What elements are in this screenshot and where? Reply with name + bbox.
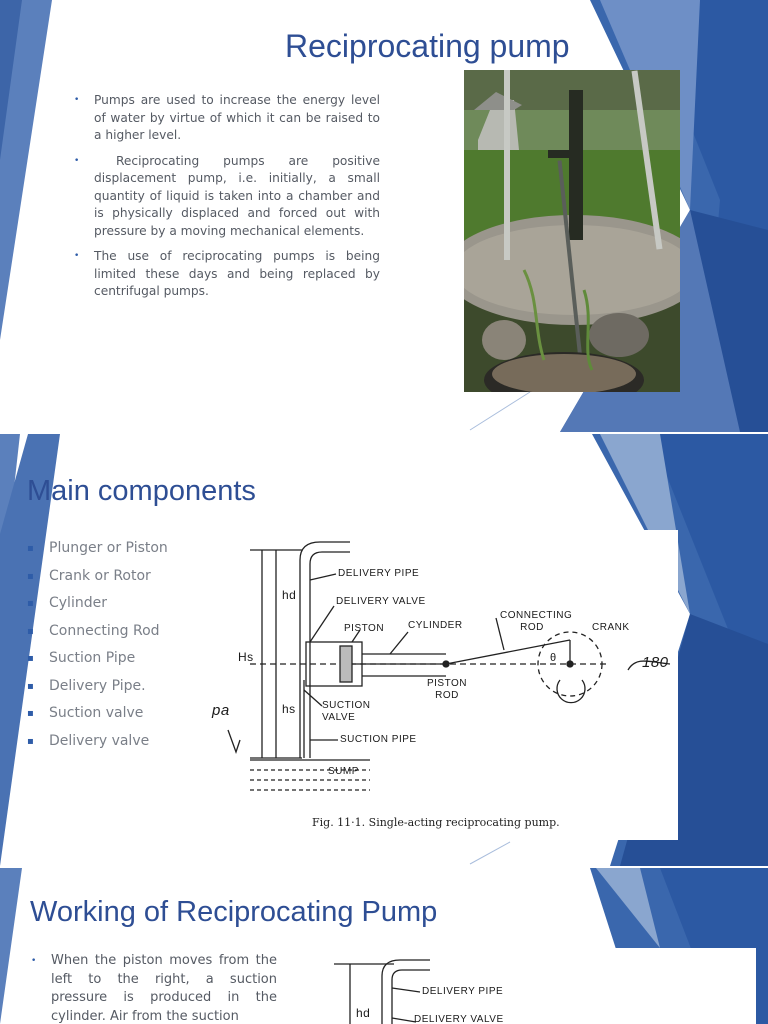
slide-title: Reciprocating pump [285,28,570,64]
slide-main-components [0,434,768,866]
bullet-icon: • [74,155,80,166]
bullet-icon: ▪ [27,653,34,664]
label-sump: SUMP [328,766,359,777]
bullet-icon: ▪ [27,625,34,637]
bullet-icon: ▪ [27,735,34,747]
bullet-list [74,92,380,301]
label-hd: hd [356,1006,371,1020]
list-item: ▪ Suction valve [49,703,229,731]
label-piston-rod: PISTON ROD [426,678,468,701]
list-item: ▪ Plunger or Piston [49,538,229,566]
list-item: • The use of reciprocating pumps is being limited these days and being replaced by centrifugal pumps. [74,249,380,298]
list-item: ▪ Delivery Pipe. [49,676,229,704]
bullet-icon: ▪ [27,570,34,582]
components-list [27,538,229,758]
label-delivery-pipe: DELIVERY PIPE [338,568,420,579]
hand-pump-photo [464,70,680,392]
slide-reciprocating-pump [0,0,768,432]
figure-caption: Fig. 11·1. Single-acting reciprocating pump. [312,816,560,829]
list-item: ▪ Cylinder [49,593,229,621]
label-suction-pipe: SUCTION PIPE [340,734,417,745]
bullet-icon: ▪ [27,680,34,692]
list-item: • Pumps are used to increase the energy level of water by virtue of which it can be raised to a higher level. [74,93,380,142]
label-suction-valve: SUCTION VALVE [322,700,371,723]
label-piston: PISTON [344,623,385,634]
handwritten-180: 180 [642,654,669,671]
label-Hs: Hs [238,650,254,664]
label-crank: CRANK [592,622,630,633]
bullet-icon: ▪ [27,708,34,719]
label-cylinder: CYLINDER [408,620,463,631]
list-item: • Reciprocating pumps are positive displacement pump, i.e. initially, a small quantity of liquid is taken into a chamber and is physically displaced and forced out with pressure by a moving mechanical elements. [74,153,380,238]
pump-diagram [210,530,678,840]
label-connecting-rod: CONNECTING ROD [500,610,573,633]
slide-title: Main components [27,475,256,507]
label-hs: hs [282,702,296,716]
label-hd: hd [282,588,297,602]
list-item: ▪ Connecting Rod [49,621,229,649]
bullet-list [31,952,277,1024]
list-item: • When the piston moves from the left to the right, a suction pressure is produced in the cylinder. Air from the suction [31,953,277,1024]
list-item: ▪ Suction Pipe [49,648,229,676]
slide-working [0,868,768,1024]
bullet-icon: ▪ [27,543,34,554]
slide-title: Working of Reciprocating Pump [30,896,438,928]
label-delivery-pipe: DELIVERY PIPE [422,986,504,997]
handwritten-pa: pa [212,702,230,719]
label-delivery-valve: DELIVERY VALVE [336,596,426,607]
label-delivery-valve: DELIVERY VALVE [414,1014,504,1024]
list-item: ▪ Crank or Rotor [49,566,229,594]
bullet-icon: • [74,95,80,105]
list-item: ▪ Delivery valve [49,731,229,759]
label-theta: θ [550,652,557,664]
pump-schematic [330,948,756,1024]
bullet-icon: • [74,251,80,261]
pump-diagram-partial [330,948,756,1024]
bullet-icon: • [31,956,37,966]
bullet-icon: ▪ [27,598,34,609]
